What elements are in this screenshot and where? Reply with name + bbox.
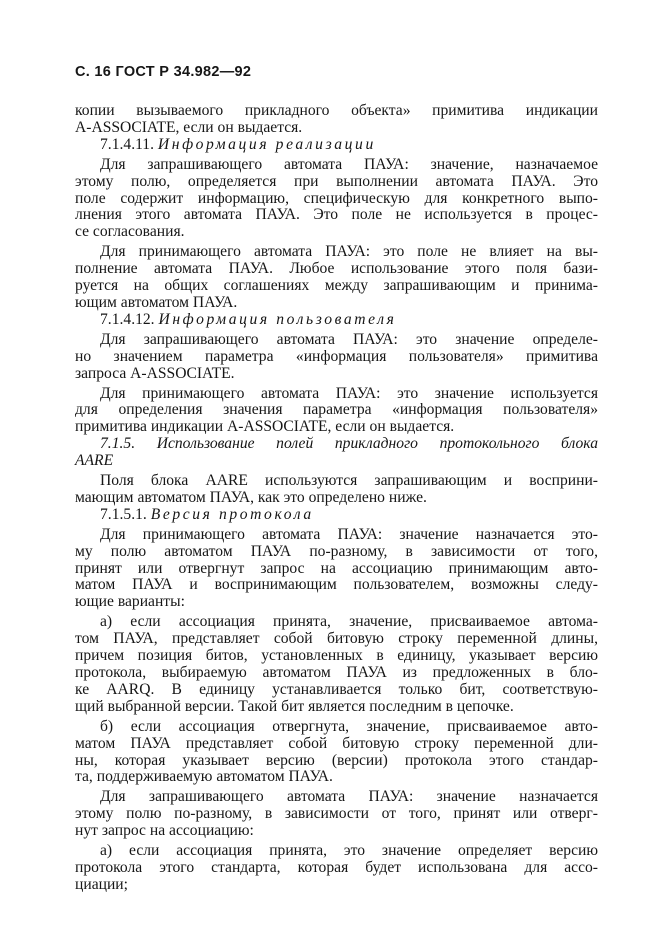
list-item-a-accepted — [75, 614, 598, 715]
text-line: Поля блока AARE используются запрашивающим и восприни- — [100, 472, 598, 490]
text-line: примитива индикации A-ASSOCIATE, если он выдается. — [75, 418, 455, 436]
section-heading-7-1-5-1 — [75, 507, 598, 524]
document-body — [75, 103, 598, 894]
text-line: нут запрос на ассоциацию: — [75, 822, 254, 840]
text-line: запроса A-ASSOCIATE. — [75, 364, 235, 382]
text-line: этому полю по-разному, в зависимости от того, принят или отверг- — [75, 805, 598, 823]
text-line: а) если ассоциация принята, значение, присваиваемое автома- — [100, 613, 598, 631]
text-line: лнения этого автомата ПАУА. Это поле не используется в процес- — [75, 206, 598, 224]
paragraph-aare-fields — [75, 473, 598, 507]
text-line: ке AARQ. В единицу устанавливается только бит, соответствую- — [75, 680, 598, 698]
section-title: Информация реализации — [157, 135, 376, 153]
paragraph-requesting-impl — [75, 157, 598, 242]
text-line: но значением параметра «информация пользователя» примитива — [75, 347, 598, 365]
section-title: Информация пользователя — [158, 310, 397, 328]
text-line: Для принимающего автомата ПАУА: это поле не влияет на вы- — [100, 243, 598, 261]
text-line: ющим автоматом ПАУА. — [75, 293, 238, 311]
text-line: му полю автоматом ПАУА по-разному, в зависимости от того, — [75, 542, 598, 560]
section-number: 7.1.5.1. — [100, 505, 147, 523]
text-line: б) если ассоциация отвергнута, значение, присваиваемое авто- — [100, 717, 598, 735]
text-line: этому полю, определяется при выполнении автомата ПАУА. Это — [75, 172, 598, 190]
section-heading-7-1-5 — [75, 436, 598, 470]
text-line: руется на общих соглашениях между запрашивающим и принима- — [75, 277, 598, 295]
text-line: матом ПАУА представляет собой битовую строку переменной дли- — [75, 734, 598, 752]
paragraph-requesting-user-info — [75, 332, 598, 383]
text-line: A-ASSOCIATE, если он выдается. — [75, 118, 303, 136]
text-line: полнение автомата ПАУА. Любое использование этого поля бази- — [75, 260, 598, 278]
section-heading-7-1-4-11 — [75, 137, 598, 154]
paragraph-accepting-impl — [75, 244, 598, 312]
document-page — [75, 63, 598, 894]
text-line: мающим автоматом ПАУА, как это определено ниже. — [75, 488, 427, 506]
text-line: ны, которая указывает версию (версии) протокола этого стандар- — [75, 751, 598, 769]
text-line: копии вызываемого прикладного объекта» примитива индикации — [75, 102, 598, 119]
list-item-a-requesting-accepted — [75, 843, 598, 894]
text-line: матом ПАУА и воспринимающим пользователем, возможны следу- — [75, 576, 598, 594]
text-line: Для запрашивающего автомата ПАУА: значение назначается — [100, 788, 598, 806]
text-line: циации; — [75, 875, 128, 893]
paragraph-requesting-version — [75, 789, 598, 840]
text-line: протокола этого стандарта, которая будет использована для ассо- — [75, 858, 598, 876]
text-line: Для запрашивающего автомата ПАУА: это значение определе- — [100, 330, 598, 348]
text-line: протокола, выбираемую автоматом ПАУА из предложенных в бло- — [75, 664, 598, 681]
text-line: AARE — [75, 452, 114, 470]
text-line: ющие варианты: — [75, 593, 185, 611]
text-line: принят или отвергнут запрос на ассоциацию принимающим авто- — [75, 559, 598, 577]
paragraph-accepting-user-info — [75, 386, 598, 437]
section-heading-7-1-4-12 — [75, 312, 598, 329]
section-title: Версия протокола — [150, 505, 314, 523]
list-item-b-rejected — [75, 719, 598, 787]
text-line: том ПАУА, представляет собой битовую строку переменной длины, — [75, 630, 598, 648]
text-line: 7.1.5. Использование полей прикладного протокольного блока — [100, 435, 598, 453]
text-line: щий выбранной версии. Такой бит является последним в цепочке. — [75, 697, 514, 715]
section-number: 7.1.4.11. — [100, 135, 154, 153]
paragraph-continuation — [75, 103, 598, 137]
text-line: Для принимающего автомата ПАУА: значение назначается это- — [100, 525, 598, 543]
text-line: Для принимающего автомата ПАУА: это значение используется — [100, 384, 598, 402]
text-line: для определения значения параметра «информация пользователя» — [75, 401, 598, 419]
text-line: а) если ассоциация принята, это значение определяет версию — [100, 842, 598, 860]
text-line: причем позиция битов, установленных в единицу, указывает версию — [75, 647, 598, 665]
section-number: 7.1.4.12. — [100, 310, 155, 328]
text-line: Для запрашивающего автомата ПАУА: значение, назначаемое — [100, 155, 598, 173]
text-line: се согласования. — [75, 223, 185, 241]
text-line: та, поддерживаемую автоматом ПАУА. — [75, 768, 333, 786]
page-header: С. 16 ГОСТ Р 34.982—92 — [75, 64, 252, 80]
paragraph-accepting-version — [75, 527, 598, 612]
text-line: поле содержит информацию, специфическую для конкретного выпо- — [75, 189, 598, 207]
